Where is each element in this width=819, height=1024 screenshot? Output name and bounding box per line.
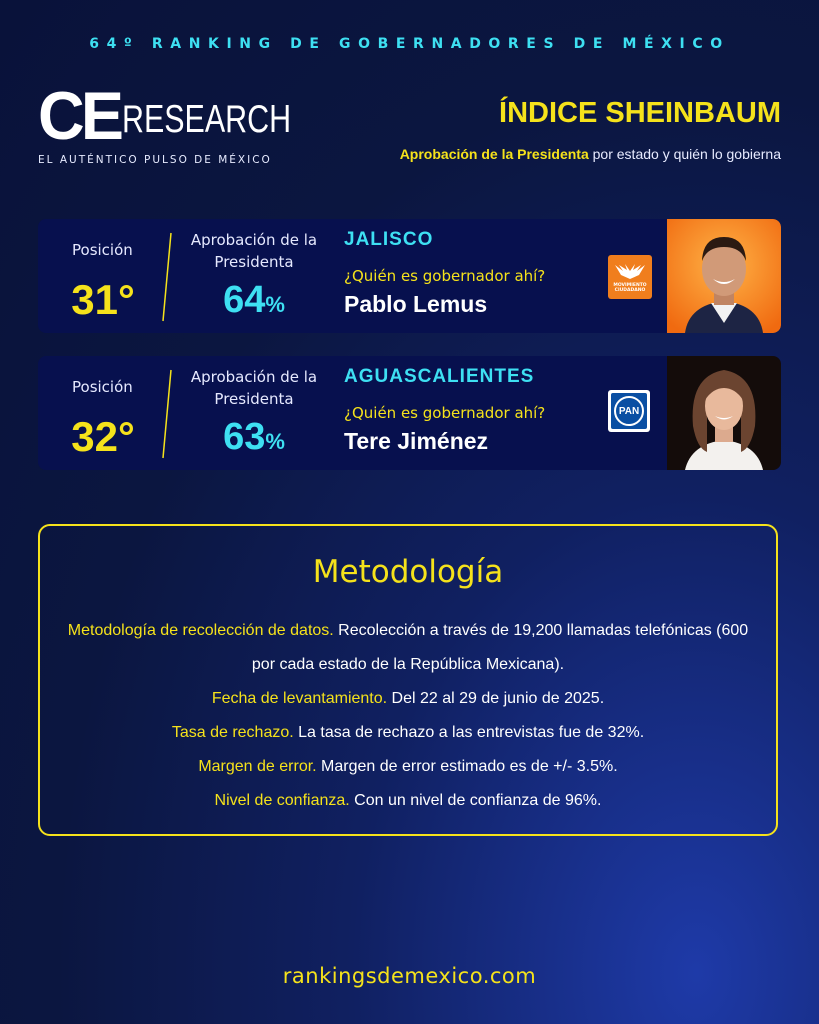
methodology-box (38, 524, 778, 836)
approval-unit: % (265, 429, 285, 454)
approval-value (184, 414, 324, 465)
methodology-key: Margen de error. (198, 758, 317, 775)
approval-unit: % (265, 292, 285, 317)
position-value: 32° (71, 413, 135, 460)
position-label: Posición (72, 378, 133, 396)
logo-research-text: RESEARCH (122, 98, 292, 141)
methodology-text: Con un nivel de confianza de 96%. (349, 792, 602, 809)
methodology-key: Metodología de recolección de datos. (67, 622, 334, 639)
position-label: Posición (72, 241, 133, 259)
party-logo-text: PAN (618, 405, 640, 417)
subtitle-highlight: Aprobación de la Presidenta (399, 146, 589, 162)
ranking-title: 64º RANKING DE GOBERNADORES DE MÉXICO (89, 36, 730, 52)
methodology-item (60, 750, 756, 784)
state-name: JALISCO (344, 229, 434, 250)
methodology-text: Del 22 al 29 de junio de 2025. (387, 690, 605, 707)
state-card-jalisco (38, 219, 781, 333)
slash-divider (162, 231, 172, 323)
ce-research-logo (38, 78, 292, 172)
index-header (400, 96, 781, 162)
logo-tagline: EL AUTÉNTICO PULSO DE MÉXICO (38, 154, 272, 166)
governor-name: Pablo Lemus (344, 291, 488, 317)
governor-name: Tere Jiménez (344, 428, 489, 454)
portrait-man-icon (667, 219, 781, 333)
methodology-item (60, 682, 756, 716)
state-card-aguascalientes (38, 356, 781, 470)
footer-url[interactable]: rankingsdemexico.com (282, 964, 537, 988)
methodology-item (60, 784, 756, 818)
approval-number: 63 (223, 416, 266, 458)
governor-question: ¿Quién es gobernador ahí? (344, 267, 546, 285)
methodology-key: Nivel de confianza. (214, 792, 350, 809)
party-logo-pan (608, 390, 650, 432)
methodology-item (60, 614, 756, 682)
eagle-icon (613, 261, 647, 283)
governor-photo (667, 356, 781, 470)
methodology-body (60, 614, 756, 818)
logo-ce-text: CE (38, 78, 121, 154)
approval-value (184, 277, 324, 328)
methodology-text: Recolección a través de 19,200 llamadas telefónicas (600 por cada estado de la República Mexicana). (251, 622, 749, 673)
methodology-key: Tasa de rechazo. (171, 724, 294, 741)
methodology-item (60, 716, 756, 750)
index-title: ÍNDICE SHEINBAUM (499, 97, 781, 129)
slash-divider (162, 368, 172, 460)
position-value: 31° (71, 276, 135, 323)
methodology-title: Metodología (312, 554, 504, 590)
governor-photo (667, 219, 781, 333)
approval-label: Aprobación de la Presidenta (190, 231, 318, 271)
index-subtitle (400, 146, 781, 162)
subtitle-rest: por estado y quién lo gobierna (588, 146, 781, 162)
approval-label: Aprobación de la Presidenta (190, 368, 318, 408)
methodology-text: La tasa de rechazo a las entrevistas fue de 32%. (293, 724, 645, 741)
methodology-text: Margen de error estimado es de +/- 3.5%. (316, 758, 618, 775)
methodology-key: Fecha de levantamiento. (211, 690, 388, 707)
state-name: AGUASCALIENTES (344, 366, 535, 387)
party-logo-text: MOVIMIENTO CIUDADANO (613, 283, 647, 293)
approval-number: 64 (223, 279, 266, 321)
governor-question: ¿Quién es gobernador ahí? (344, 404, 546, 422)
party-logo-movimiento-ciudadano (608, 255, 652, 299)
portrait-woman-icon (667, 356, 781, 470)
